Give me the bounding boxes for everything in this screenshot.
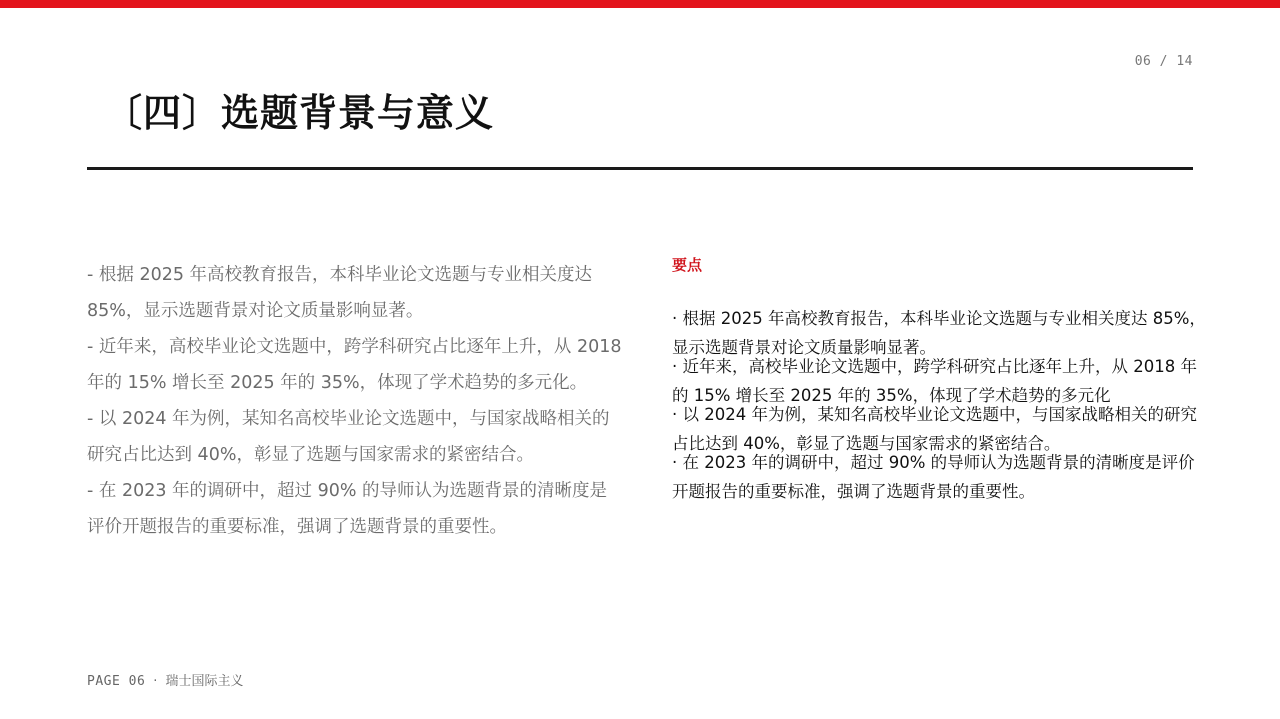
left-column xyxy=(87,257,622,545)
left-paragraph: - 以 2024 年为例，某知名高校毕业论文选题中，与国家战略相关的研究占比达到 40%，彰显了选题与国家需求的紧密结合。 xyxy=(87,409,610,465)
footer-separator: · xyxy=(153,674,158,689)
page-title: 〔四〕选题背景与意义 xyxy=(104,91,495,135)
left-paragraph: - 近年来，高校毕业论文选题中，跨学科研究占比逐年上升，从 2018 年的 15% 增长至 2025 年的 35%，体现了学术趋势的多元化。 xyxy=(87,337,622,393)
key-points-label: 要点 xyxy=(672,256,703,274)
key-point-item: · 近年来，高校毕业论文选题中，跨学科研究占比逐年上升，从 2018 年的 15% 增长至 2025 年的 35%，体现了学术趋势的多元化 xyxy=(672,357,1197,405)
left-paragraph: - 根据 2025 年高校教育报告，本科毕业论文选题与专业相关度达 85%，显示选题背景对论文质量影响显著。 xyxy=(87,265,593,321)
title-divider xyxy=(87,167,1193,170)
key-points-panel xyxy=(672,254,1207,501)
top-accent-bar xyxy=(0,0,1280,8)
footer xyxy=(87,670,243,689)
page-counter: 06 / 14 xyxy=(1134,54,1193,69)
key-points-list xyxy=(672,304,1207,501)
footer-brand: 瑞士国际主义 xyxy=(165,674,244,689)
key-point-item: · 根据 2025 年高校教育报告，本科毕业论文选题与专业相关度达 85%，显示选题背景对论文质量影响显著。 xyxy=(672,309,1206,357)
footer-page-number: PAGE 06 xyxy=(87,674,146,689)
key-point-item: · 在 2023 年的调研中，超过 90% 的导师认为选题背景的清晰度是评价开题报告的重要标准，强调了选题背景的重要性。 xyxy=(672,453,1195,501)
key-point-item: · 以 2024 年为例，某知名高校毕业论文选题中，与国家战略相关的研究占比达到 40%，彰显了选题与国家需求的紧密结合。 xyxy=(672,405,1197,453)
left-paragraph: - 在 2023 年的调研中，超过 90% 的导师认为选题背景的清晰度是评价开题报告的重要标准，强调了选题背景的重要性。 xyxy=(87,481,608,537)
